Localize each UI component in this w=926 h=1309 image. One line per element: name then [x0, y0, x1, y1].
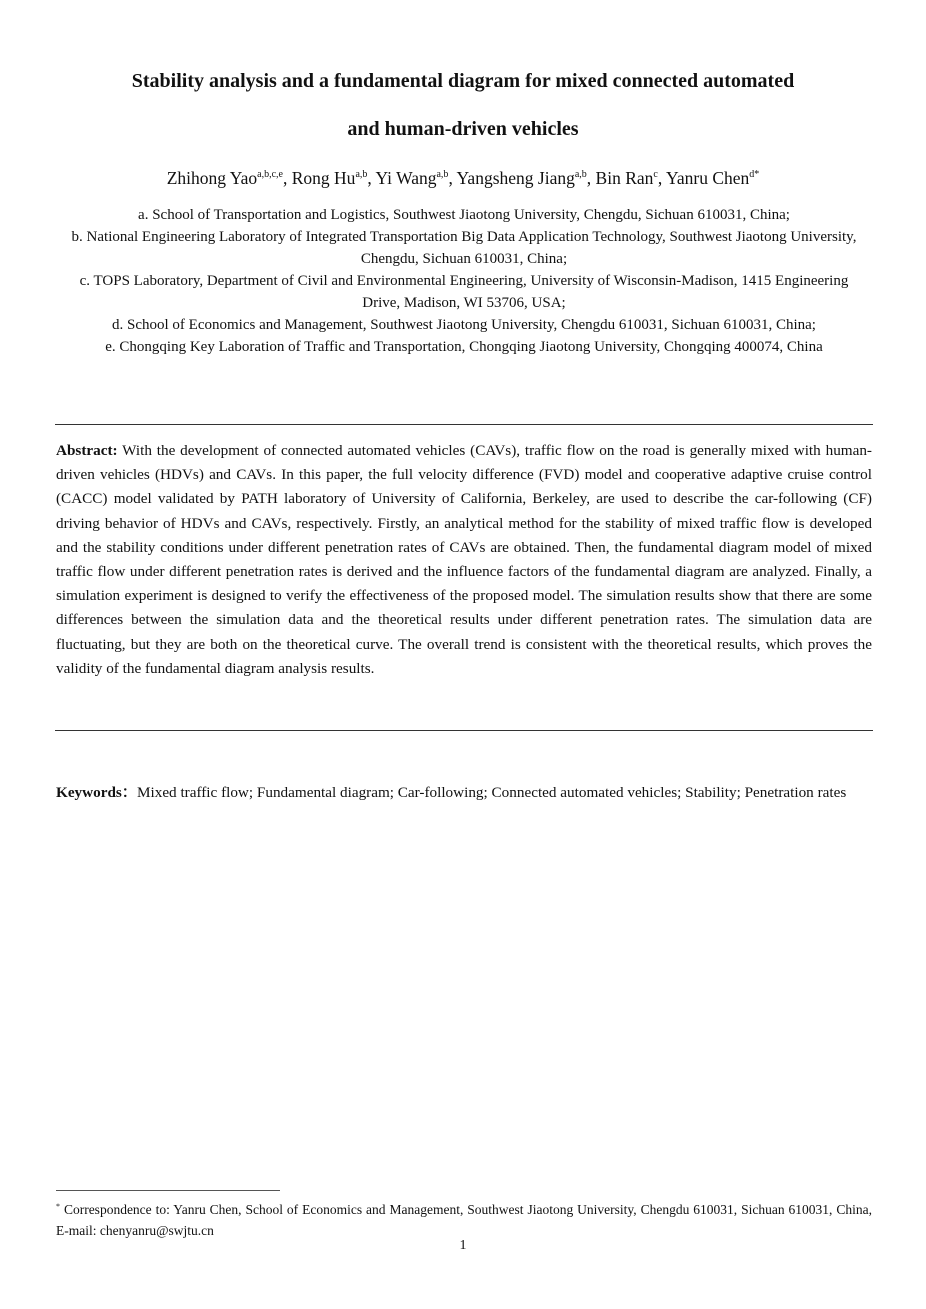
- keywords-text: Mixed traffic flow; Fundamental diagram; Car-following; Connected automated vehicles; Stability; Penetration rates: [137, 784, 847, 801]
- affiliations: [56, 204, 872, 358]
- divider-top: [55, 424, 873, 425]
- affiliation: c. TOPS Laboratory, Department of Civil and Environmental Engineering, University of Wisconsin-Madison, 1415 Engineering Drive, Madison, WI 53706, USA;: [79, 273, 849, 311]
- author: Yanru Chen$^{d*}$: [665, 168, 760, 188]
- paper-title-line-1: Stability analysis and a fundamental diagram for mixed connected automated: [131, 70, 795, 92]
- abstract-text: With the development of connected automated vehicles (CAVs), traffic flow on the road is generally mixed with human-driven vehicles (HDVs) and CAVs. In this paper, the full velocity difference (FVD) model and cooperative adaptive cruise control (CACC) model validated by PATH laboratory of University of California, Berkeley, are used to describe the car-following (CF) driving behavior of HDVs and CAVs, respectively. Firstly, an analytical method for the stability of mixed traffic flow is developed and the stability conditions under different penetration rates of CAVs are obtained. Then, the fundamental diagram model of mixed traffic flow under different penetration rates is derived and the influence factors of the fundamental diagram are analyzed. Finally, a simulation experiment is designed to verify the effectiveness of the proposed model. The simulation results show that there are some differences between the simulation data and the theoretical results under different penetration rates. The simulation data are fluctuating, but they are both on the theoretical curve. The overall trend is consistent with the theoretical results, which proves the validity of the fundamental diagram analysis results.: [56, 442, 872, 677]
- keywords: [56, 781, 872, 805]
- affiliation: d. School of Economics and Management, Southwest Jiaotong University, Chengdu 610031, Sichuan 610031, China;: [112, 317, 816, 333]
- affiliation: a. School of Transportation and Logistics, Southwest Jiaotong University, Chengdu, Sichuan 610031, China;: [138, 207, 790, 223]
- keywords-label: Keywords：: [56, 784, 137, 801]
- abstract: [56, 439, 872, 681]
- author: Yangsheng Jiang$^{a,b}$,: [456, 168, 596, 188]
- affiliation: b. National Engineering Laboratory of Integrated Transportation Big Data Application Technology, Southwest Jiaotong University, Chengdu, Sichuan 610031, China;: [71, 229, 857, 267]
- author: Zhihong Yao$^{a,b,c,e}$,: [166, 168, 292, 188]
- footnote-rule: [56, 1190, 280, 1191]
- divider-bottom: [55, 730, 873, 731]
- author: Bin Ran$^c$,: [595, 168, 666, 188]
- affiliation: e. Chongqing Key Laboration of Traffic and Transportation, Chongqing Jiaotong University, Chongqing 400074, China: [105, 339, 823, 355]
- page-number: 1: [459, 1238, 467, 1253]
- abstract-label: Abstract:: [56, 442, 118, 459]
- author: Rong Hu$^{a,b}$,: [291, 168, 376, 188]
- author: Yi Wang$^{a,b}$,: [375, 168, 457, 188]
- footnote: * Correspondence to: Yanru Chen, School of Economics and Management, Southwest Jiaotong University, Chengdu 610031, Sichuan 610031, China, E-mail: chenyanru@swjtu.cn: [56, 1202, 872, 1238]
- author-list: [40, 168, 886, 189]
- paper-title-line-2: and human-driven vehicles: [347, 118, 579, 140]
